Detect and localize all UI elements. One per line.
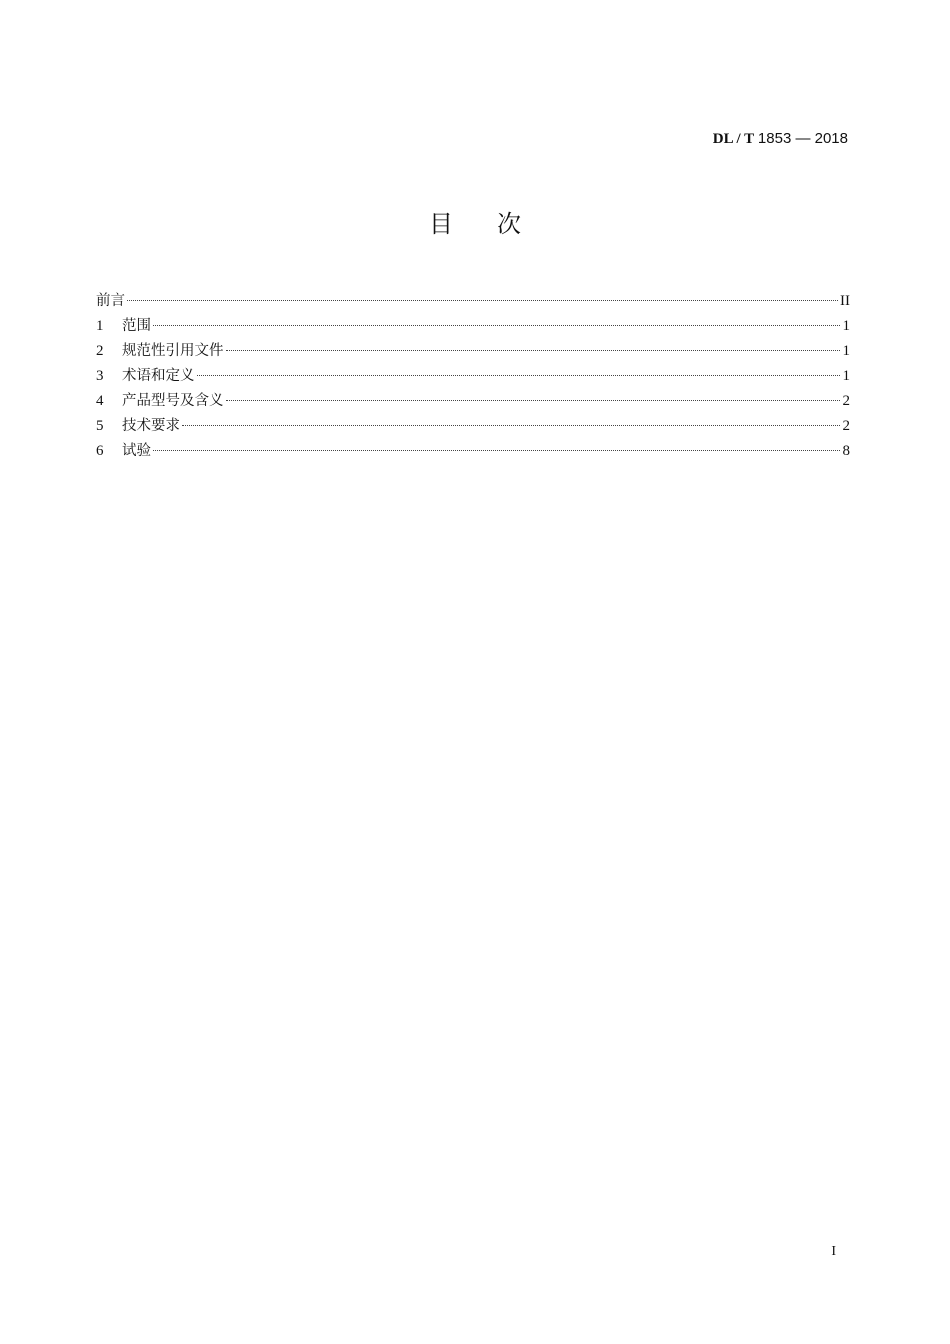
toc-leader-dots xyxy=(182,425,840,426)
toc-entry-number: 5 xyxy=(96,418,104,434)
toc-entry-6[interactable] xyxy=(96,439,850,464)
toc-leader-dots xyxy=(226,350,841,351)
toc-entry-number: 1 xyxy=(96,318,104,334)
toc-entry-4[interactable] xyxy=(96,389,850,414)
toc-entry-number: 6 xyxy=(96,443,104,459)
toc-leader-dots xyxy=(153,450,840,451)
toc-entry-label: 试验 xyxy=(122,443,151,459)
toc-leader-dots xyxy=(197,375,841,376)
page-title xyxy=(0,208,950,240)
toc-entry-page: 2 xyxy=(842,393,850,409)
toc-entry-number: 4 xyxy=(96,393,104,409)
toc-entry-page: 8 xyxy=(842,443,850,459)
toc-entry-label: 产品型号及含义 xyxy=(122,393,224,409)
page-title-char-1: 目 xyxy=(429,210,453,238)
toc-entry-number: 2 xyxy=(96,343,104,359)
toc-entry-page: 2 xyxy=(842,418,850,434)
toc-leader-dots xyxy=(226,400,841,401)
toc-leader-dots xyxy=(153,325,840,326)
toc-entry-2[interactable] xyxy=(96,339,850,364)
toc-entry-label: 规范性引用文件 xyxy=(122,343,224,359)
page-number: I xyxy=(831,1244,836,1259)
standard-code-prefix: DL / T xyxy=(712,131,755,147)
toc-entry-page: 1 xyxy=(842,343,850,359)
toc-entry-page: 1 xyxy=(842,318,850,334)
toc-entry-label: 范围 xyxy=(122,318,151,334)
toc-entry-label: 术语和定义 xyxy=(122,368,195,384)
toc-leader-dots xyxy=(127,300,838,301)
toc-entry-page: 1 xyxy=(842,368,850,384)
toc-entry-label: 前言 xyxy=(96,293,125,309)
page-title-char-2: 次 xyxy=(497,210,521,238)
toc-entry-5[interactable] xyxy=(96,414,850,439)
toc-entry-label: 技术要求 xyxy=(122,418,180,434)
standard-code xyxy=(713,129,848,149)
standard-code-number: 1853 — 2018 xyxy=(757,130,848,147)
table-of-contents xyxy=(96,289,850,464)
toc-entry-1[interactable] xyxy=(96,314,850,339)
toc-entry-number: 3 xyxy=(96,368,104,384)
toc-entry-3[interactable] xyxy=(96,364,850,389)
toc-entry-page: II xyxy=(840,293,850,309)
toc-entry-foreword[interactable] xyxy=(96,289,850,314)
